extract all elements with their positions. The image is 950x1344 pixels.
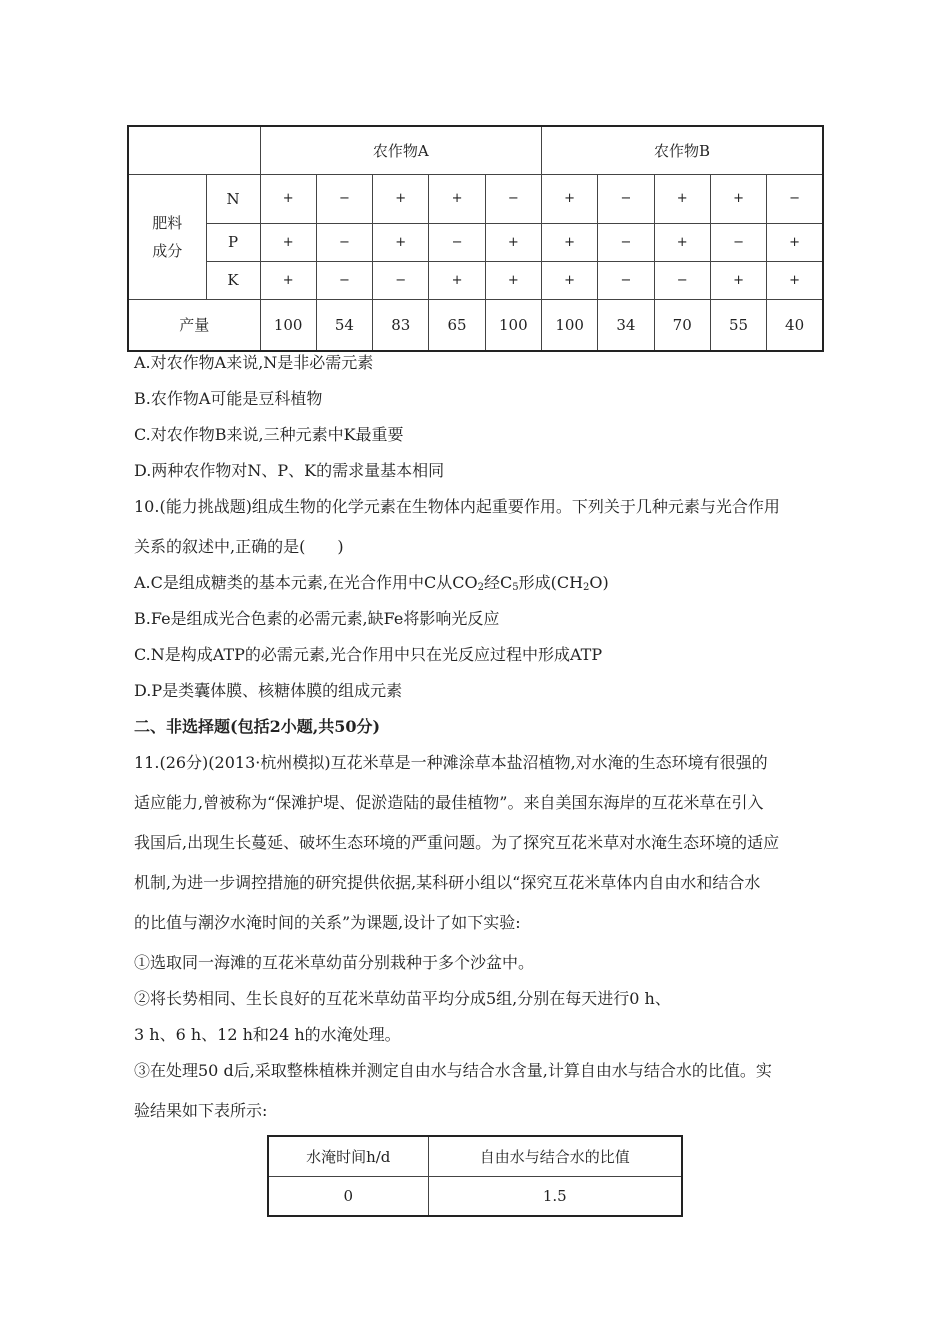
p-cell: −: [429, 223, 485, 261]
p-cell: +: [541, 223, 597, 261]
k-cell: +: [710, 261, 766, 299]
k-cell: +: [429, 261, 485, 299]
p-cell: −: [710, 223, 766, 261]
n-cell: −: [767, 174, 823, 223]
q11-step1: ①选取同一海滩的互花米草幼苗分别栽种于多个沙盆中。: [134, 953, 535, 972]
n-cell: +: [654, 174, 710, 223]
crop-b-header: 农作物B: [541, 126, 823, 174]
corner-cell: [128, 126, 260, 174]
q11-step2-line2: 3 h、6 h、12 h和24 h的水淹处理。: [134, 1025, 401, 1044]
q9-option-a: A.对农作物A来说,N是非必需元素: [134, 353, 374, 372]
q11-line1: 11.(26分)(2013·杭州模拟)互花米草是一种滩涂草本盐沼植物,对水淹的生态环境有很强的: [134, 753, 768, 772]
yield-cell: 34: [598, 299, 654, 351]
n-cell: +: [541, 174, 597, 223]
n-cell: +: [260, 174, 316, 223]
q11-line3: 我国后,出现生长蔓延、破坏生态环境的严重问题。为了探究互花米草对水淹生态环境的适应: [134, 833, 780, 852]
k-cell: +: [767, 261, 823, 299]
q11-line4: 机制,为进一步调控措施的研究提供依据,某科研小组以“探究互花米草体内自由水和结合水: [134, 873, 761, 892]
yield-cell: 40: [767, 299, 823, 351]
q11-line5: 的比值与潮汐水淹时间的关系”为课题,设计了如下实验:: [134, 913, 521, 932]
n-cell: −: [316, 174, 372, 223]
n-cell: +: [429, 174, 485, 223]
q11-step3-line1: ③在处理50 d后,采取整株植株并测定自由水与结合水含量,计算自由水与结合水的比值。实: [134, 1061, 772, 1080]
q9-option-c: C.对农作物B来说,三种元素中K最重要: [134, 425, 404, 444]
k-cell: +: [541, 261, 597, 299]
yield-cell: 100: [485, 299, 541, 351]
nutrient-n-label: N: [206, 174, 260, 223]
water-ratio-header: 自由水与结合水的比值: [428, 1136, 682, 1176]
p-cell: −: [598, 223, 654, 261]
crop-a-header: 农作物A: [260, 126, 541, 174]
yield-cell: 70: [654, 299, 710, 351]
n-cell: +: [373, 174, 429, 223]
n-cell: −: [485, 174, 541, 223]
q10-option-a: A.C是组成糖类的基本元素,在光合作用中C从$CO_2$经$C_5$形成$(CH_2O)$: [134, 573, 609, 593]
section-title: 二、非选择题(包括2小题,共50分): [134, 717, 381, 736]
k-cell: −: [316, 261, 372, 299]
q9-option-b: B.农作物A可能是豆科植物: [134, 389, 323, 408]
q10-option-c: C.N是构成ATP的必需元素,光合作用中只在光反应过程中形成ATP: [134, 645, 603, 664]
q10-option-b: B.Fe是组成光合色素的必需元素,缺Fe将影响光反应: [134, 609, 500, 628]
k-cell: +: [260, 261, 316, 299]
yield-cell: 54: [316, 299, 372, 351]
water-time-header: 水淹时间h/d: [268, 1136, 428, 1176]
water-time-cell: 0: [268, 1176, 428, 1216]
yield-cell: 100: [260, 299, 316, 351]
q9-option-d: D.两种农作物对N、P、K的需求量基本相同: [134, 461, 445, 480]
yield-cell: 55: [710, 299, 766, 351]
nutrient-k-label: K: [206, 261, 260, 299]
p-cell: −: [316, 223, 372, 261]
k-cell: −: [654, 261, 710, 299]
q10-stem-line2: 关系的叙述中,正确的是( ): [134, 537, 344, 556]
nutrient-p-label: P: [206, 223, 260, 261]
q11-line2: 适应能力,曾被称为“保滩护堤、促淤造陆的最佳植物”。来自美国东海岸的互花米草在引入: [134, 793, 764, 812]
yield-cell: 100: [541, 299, 597, 351]
k-cell: −: [598, 261, 654, 299]
water-ratio-table: [267, 1135, 683, 1217]
p-cell: +: [260, 223, 316, 261]
n-cell: −: [598, 174, 654, 223]
k-cell: −: [373, 261, 429, 299]
p-cell: +: [654, 223, 710, 261]
p-cell: +: [485, 223, 541, 261]
q10-stem-line1: 10.(能力挑战题)组成生物的化学元素在生物体内起重要作用。下列关于几种元素与光合作用: [134, 497, 780, 516]
q11-step3-line2: 验结果如下表所示:: [134, 1101, 268, 1120]
k-cell: +: [485, 261, 541, 299]
fertilizer-label: 肥料 成分: [128, 174, 206, 299]
q10-option-d: D.P是类囊体膜、核糖体膜的组成元素: [134, 681, 403, 700]
yield-cell: 65: [429, 299, 485, 351]
water-ratio-cell: 1.5: [428, 1176, 682, 1216]
fertilizer-yield-table: [127, 125, 824, 352]
yield-label: 产量: [128, 299, 260, 351]
n-cell: +: [710, 174, 766, 223]
yield-cell: 83: [373, 299, 429, 351]
p-cell: +: [373, 223, 429, 261]
q11-step2-line1: ②将长势相同、生长良好的互花米草幼苗平均分成5组,分别在每天进行0 h、: [134, 989, 671, 1008]
p-cell: +: [767, 223, 823, 261]
